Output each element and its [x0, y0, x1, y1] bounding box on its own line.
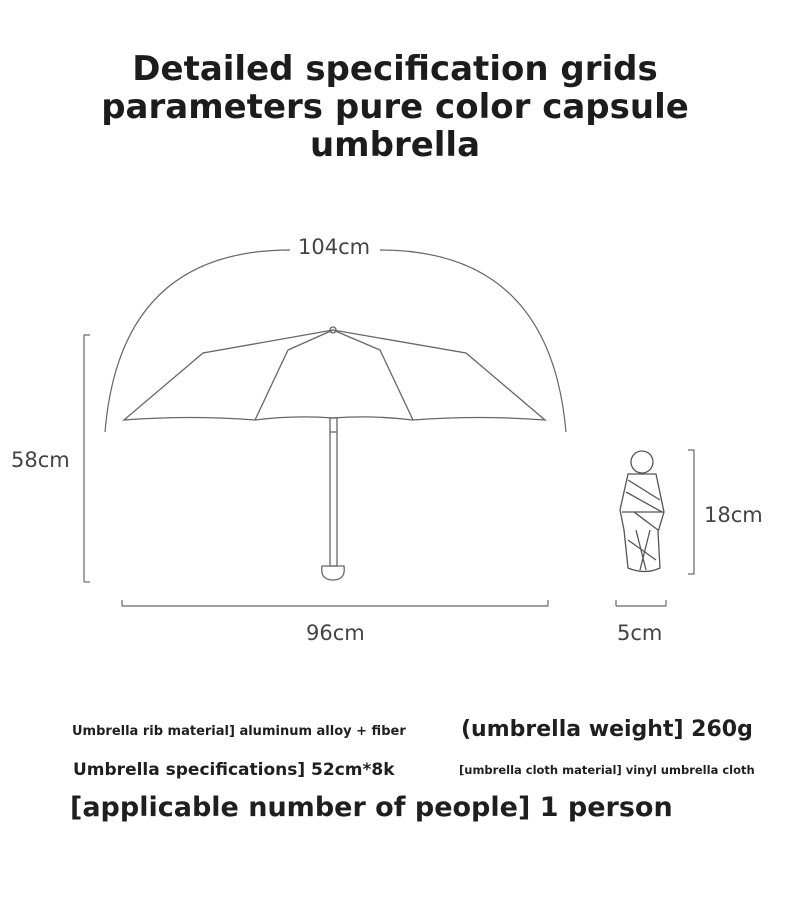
spec-rib-material: Umbrella rib material] aluminum alloy + fiber: [72, 724, 406, 739]
folded-width-label: 5cm: [617, 621, 663, 645]
canopy-outline: [124, 330, 545, 420]
open-umbrella-icon: [124, 327, 545, 580]
title-line-1: Detailed specification grids: [132, 49, 658, 89]
title-line-2: parameters pure color capsule: [101, 87, 689, 127]
folded-handle: [631, 451, 653, 473]
arc-dimension-line-right: [380, 250, 566, 432]
folded-height-label: 18cm: [704, 503, 763, 527]
canopy-rib-right: [333, 330, 413, 420]
title-line-3: umbrella: [309, 125, 481, 165]
arc-length-label: 104cm: [298, 235, 371, 259]
height-dimension: [84, 335, 90, 582]
open-diameter-label: 96cm: [306, 621, 365, 645]
spec-specifications: Umbrella specifications] 52cm*8k: [73, 760, 395, 780]
spec-weight: (umbrella weight] 260g: [461, 717, 753, 742]
spec-cloth-material: [umbrella cloth material] vinyl umbrella cloth: [459, 763, 755, 777]
umbrella-handle: [322, 566, 345, 580]
spec-people: [applicable number of people] 1 person: [70, 792, 673, 823]
folded-umbrella-icon: [620, 451, 664, 572]
folded-width-dimension: [616, 600, 666, 606]
canopy-rib-left: [255, 330, 333, 420]
umbrella-shaft: [330, 418, 337, 566]
folded-height-dimension: [688, 450, 694, 574]
open-height-label: 58cm: [11, 448, 70, 472]
diameter-dimension: [122, 600, 548, 606]
